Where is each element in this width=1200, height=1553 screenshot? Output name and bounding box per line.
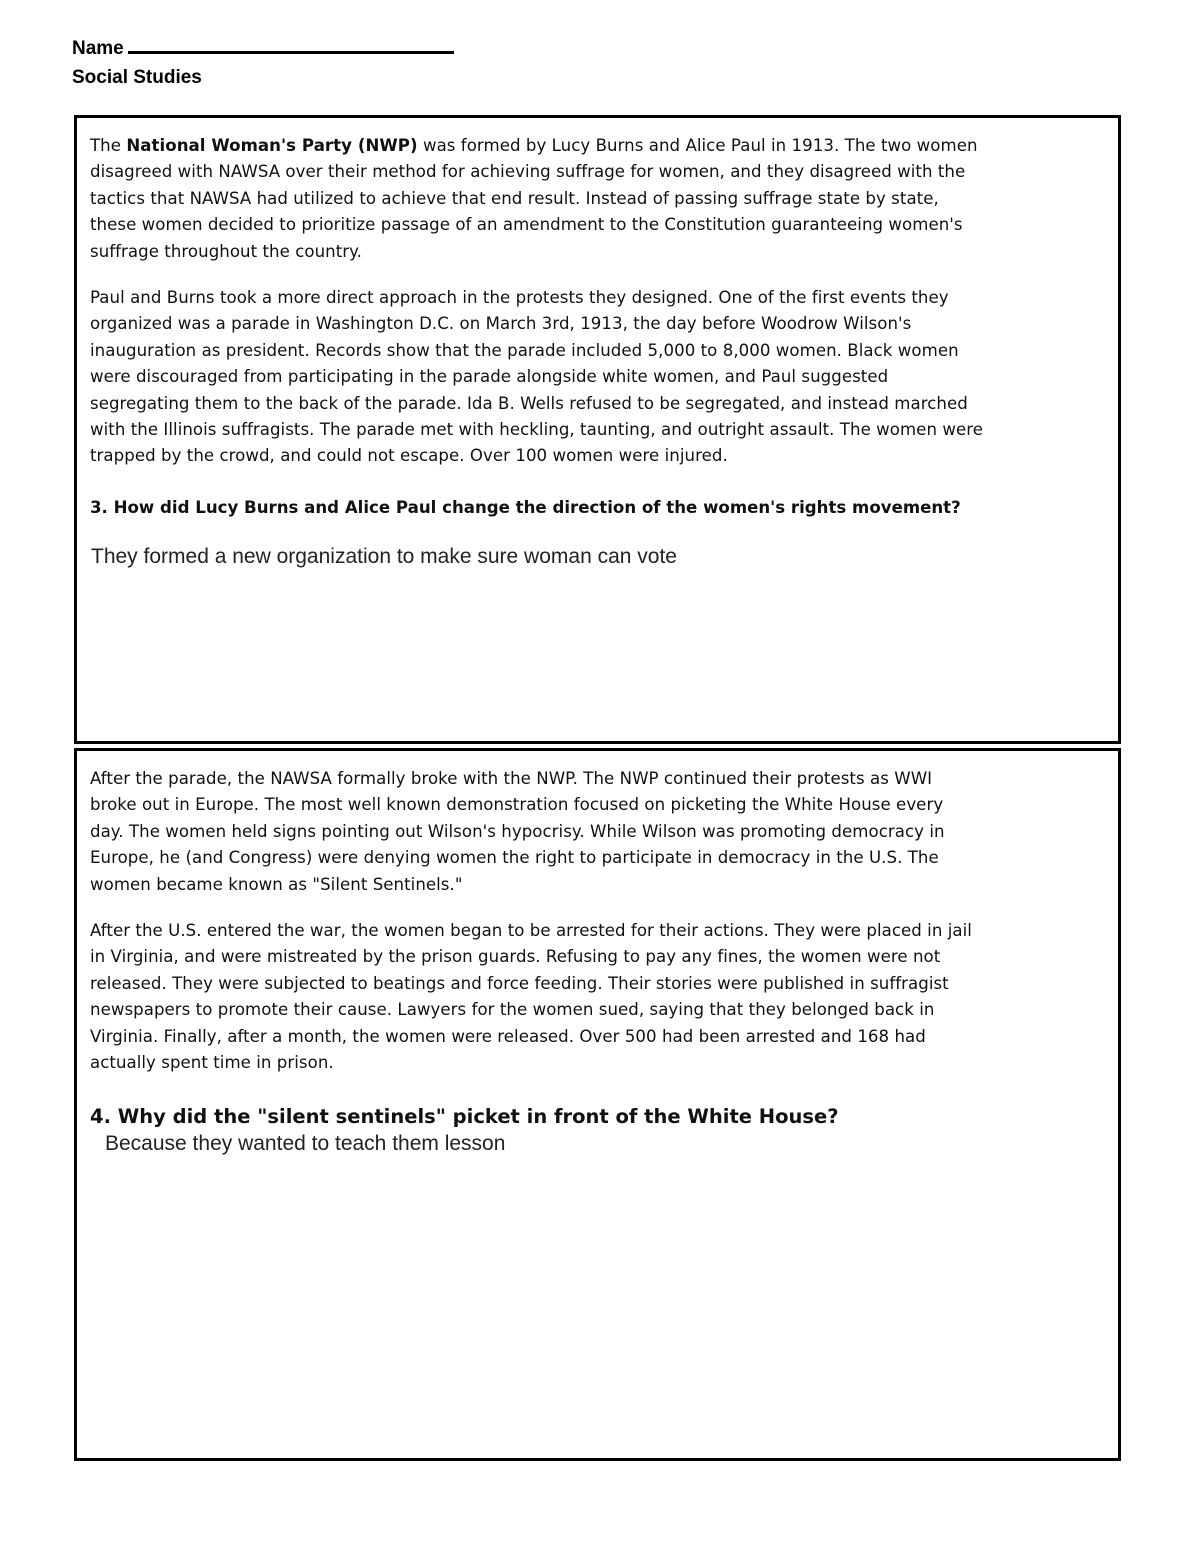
passage-2-paragraph-2 bbox=[90, 918, 1114, 1076]
answer-3[interactable]: They formed a new organization to make sure woman can vote bbox=[91, 545, 677, 568]
answer-4[interactable]: Because they wanted to teach them lesson bbox=[105, 1132, 506, 1155]
passage-line bbox=[90, 133, 1114, 159]
passage-line: newspapers to promote their cause. Lawyers for the women sued, saying that they belonged back in bbox=[90, 1000, 935, 1020]
nwp-term: National Woman's Party (NWP) bbox=[126, 136, 418, 155]
passage-line: After the parade, the NAWSA formally broke with the NWP. The NWP continued their protests as WWI bbox=[90, 769, 933, 788]
passage-line: broke out in Europe. The most well known demonstration focused on picketing the White House every bbox=[90, 795, 944, 815]
passage-text: was formed by Lucy Burns and Alice Paul in 1913. The two women bbox=[417, 136, 978, 155]
passage-1-paragraph-1 bbox=[90, 133, 1114, 265]
passage-line: suffrage throughout the country. bbox=[90, 241, 362, 261]
passage-line: these women decided to prioritize passage of an amendment to the Constitution guaranteeing women's bbox=[90, 215, 963, 235]
passage-text: The bbox=[90, 136, 127, 155]
passage-line: released. They were subjected to beatings and force feeding. Their stories were published in suffragist bbox=[90, 973, 949, 993]
passage-line: actually spent time in prison. bbox=[90, 1053, 334, 1073]
passage-line: After the U.S. entered the war, the women began to be arrested for their actions. They were placed in jail bbox=[90, 921, 972, 940]
name-blank-line[interactable] bbox=[128, 51, 454, 54]
name-label-row bbox=[72, 38, 454, 60]
passage-line: inauguration as president. Records show that the parade included 5,000 to 8,000 women. Black women bbox=[90, 340, 959, 360]
passage-line: Virginia. Finally, after a month, the women were released. Over 500 had been arrested and 168 had bbox=[90, 1026, 926, 1046]
reading-box-2 bbox=[74, 748, 1121, 1461]
subject-label: Social Studies bbox=[72, 67, 202, 88]
passage-1-paragraph-2 bbox=[90, 285, 1114, 470]
passage-line: tactics that NAWSA had utilized to achieve that end result. Instead of passing suffrage state by state, bbox=[90, 188, 939, 208]
passage-line: segregating them to the back of the parade. Ida B. Wells refused to be segregated, and instead marched bbox=[90, 393, 968, 413]
question-3: 3. How did Lucy Burns and Alice Paul change the direction of the women's rights movement? bbox=[90, 498, 961, 517]
passage-line: women became known as "Silent Sentinels." bbox=[90, 874, 463, 894]
question-4: 4. Why did the "silent sentinels" picket in front of the White House? bbox=[90, 1105, 839, 1128]
passage-2-paragraph-1 bbox=[90, 766, 1114, 898]
passage-line: with the Illinois suffragists. The parade met with heckling, taunting, and outright assault. The women were bbox=[90, 420, 983, 440]
passage-line: were discouraged from participating in the parade alongside white women, and Paul suggested bbox=[90, 367, 889, 387]
passage-line: Europe, he (and Congress) were denying women the right to participate in democracy in the U.S. The bbox=[90, 848, 939, 868]
reading-box-1 bbox=[74, 115, 1121, 744]
passage-line: trapped by the crowd, and could not escape. Over 100 women were injured. bbox=[90, 446, 728, 466]
passage-line: organized was a parade in Washington D.C. on March 3rd, 1913, the day before Woodrow Wilson's bbox=[90, 314, 912, 334]
passage-line: disagreed with NAWSA over their method for achieving suffrage for women, and they disagreed with the bbox=[90, 162, 966, 182]
passage-line: day. The women held signs pointing out Wilson's hypocrisy. While Wilson was promoting democracy in bbox=[90, 821, 945, 841]
passage-line: Paul and Burns took a more direct approach in the protests they designed. One of the first events they bbox=[90, 288, 949, 307]
name-label: Name bbox=[72, 38, 124, 59]
passage-line: in Virginia, and were mistreated by the prison guards. Refusing to pay any fines, the women were not bbox=[90, 947, 941, 967]
